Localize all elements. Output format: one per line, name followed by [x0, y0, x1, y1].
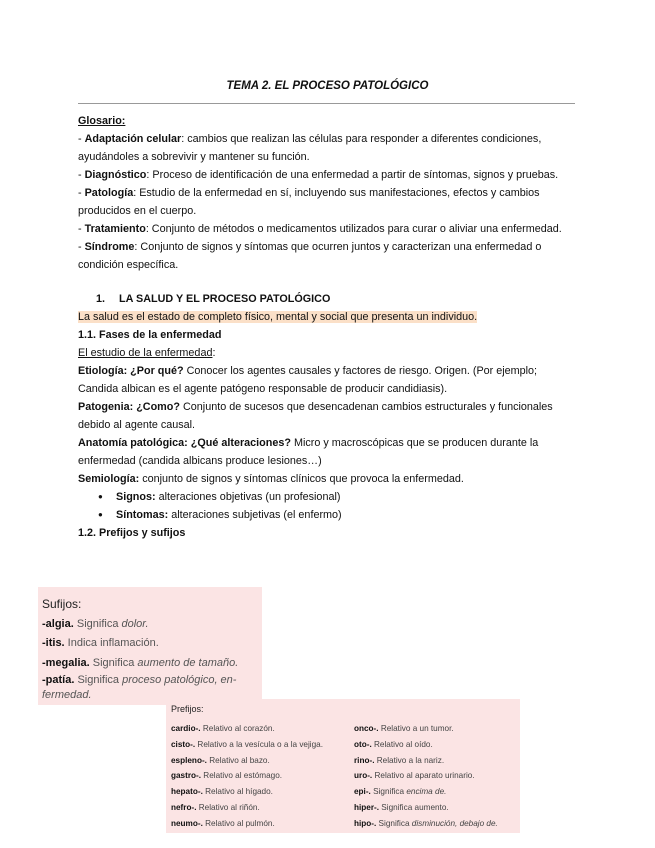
glossary-list — [78, 130, 578, 274]
bullet-term: Síntomas: — [116, 509, 169, 521]
glossary-term: Tratamiento — [84, 223, 146, 235]
semiologia-term: Semiología: — [78, 473, 140, 485]
prefix-text: Significa — [370, 787, 407, 797]
prefix-text: Relativo al aparato urinario. — [372, 771, 475, 781]
bullet-text: alteraciones objetivas (un profesional) — [155, 491, 341, 503]
prefix: cisto-. — [171, 739, 196, 749]
glossary-term: Diagnóstico — [84, 169, 147, 181]
prefix-text: Relativo a la vesícula o a la vejiga. — [195, 739, 324, 749]
list-item — [171, 816, 351, 832]
subsection-heading-prefixes: 1.2. Prefijos y sufijos — [78, 527, 186, 539]
prefix-text: Relativo al pulmón. — [202, 818, 275, 828]
etiologia-paragraph — [78, 362, 578, 398]
prefix: rino-. — [354, 755, 375, 765]
list-item — [354, 816, 520, 832]
list-item — [42, 634, 264, 654]
prefix: nefro-. — [171, 802, 197, 812]
prefix-meaning: disminución, debajo de. — [411, 818, 498, 828]
suffix: -patía. — [42, 674, 75, 687]
suffix-meaning: dolor. — [121, 617, 149, 630]
prefix: neumo-. — [171, 818, 203, 828]
glossary-entry — [78, 220, 578, 238]
list-item — [354, 737, 520, 753]
list-item — [354, 768, 520, 784]
prefix: epi-. — [354, 787, 371, 797]
suffix-text: Indica inflamación. — [64, 637, 159, 650]
list-item — [354, 784, 520, 800]
list-item — [42, 654, 264, 674]
title-divider — [78, 103, 575, 104]
entry-dash: - — [78, 241, 85, 253]
glossary-term: Adaptación celular — [84, 133, 182, 145]
entry-dash: - — [78, 187, 85, 199]
prefix-text: Significa aumento. — [379, 802, 449, 812]
suffix: -megalia. — [42, 656, 90, 669]
suffix: -algia. — [42, 617, 74, 630]
suffix-text: Significa — [74, 674, 123, 687]
glossary-definition: : Proceso de identificación de una enfermedad a partir de síntomas, signos y pruebas. — [146, 169, 559, 181]
prefix-text: Relativo al oído. — [371, 739, 433, 749]
prefix: espleno-. — [171, 755, 207, 765]
patogenia-text: Conjunto de sucesos que desencadenan cambios estructurales y funcionales debido al agente causal. — [78, 401, 553, 431]
prefix: hipo-. — [354, 818, 377, 828]
prefix: uro-. — [354, 771, 373, 781]
glossary-entry — [78, 166, 578, 184]
study-label-line: El estudio de la enfermedad: — [78, 347, 216, 359]
glossary-term: Patología — [84, 187, 134, 199]
list-item — [171, 800, 351, 816]
bullet-term: Signos: — [116, 491, 156, 503]
entry-dash: - — [78, 223, 85, 235]
prefixes-left-column — [171, 721, 351, 832]
suffix-meaning: aumento de tamaño. — [137, 656, 239, 669]
suffix-text: Significa — [73, 617, 122, 630]
list-item — [354, 721, 520, 737]
prefixes-title: Prefijos: — [171, 704, 204, 714]
section-heading — [78, 290, 578, 308]
etiologia-text: Conocer los agentes causales y factores de riesgo. Origen. (Por ejemplo; Candida albican es el agente patógeno responsable de producir candidiasis). — [78, 365, 538, 395]
list-item — [354, 800, 520, 816]
prefix-text: Relativo al corazón. — [200, 724, 275, 733]
study-label: El estudio de la enfermedad — [78, 347, 213, 359]
anatomia-term: Anatomía patológica: ¿Qué alteraciones? — [78, 437, 291, 449]
glossary-entry — [78, 238, 578, 274]
prefix: onco-. — [354, 724, 379, 733]
glossary-term: Síndrome — [84, 241, 135, 253]
glossary-heading: Glosario: — [78, 115, 126, 127]
glossary-entry — [78, 184, 578, 220]
bullet-text: alteraciones subjetivas (el enfermo) — [168, 509, 342, 521]
list-item — [354, 753, 520, 769]
prefix-text: Relativo al bazo. — [206, 755, 270, 765]
main-content — [78, 112, 578, 542]
list-item — [42, 615, 264, 635]
prefix: cardio-. — [171, 724, 201, 733]
list-item — [171, 737, 351, 753]
list-item — [116, 506, 578, 524]
list-item — [171, 768, 351, 784]
list-item — [116, 488, 578, 506]
glossary-entry — [78, 130, 578, 166]
etiologia-term: Etiología: ¿Por qué? — [78, 365, 184, 377]
prefix: hiper-. — [354, 802, 380, 812]
list-item — [171, 753, 351, 769]
prefix-text: Relativo al estómago. — [201, 771, 283, 781]
health-definition — [78, 308, 578, 326]
semiologia-bullets — [78, 488, 578, 524]
entry-dash: - — [78, 133, 85, 145]
suffixes-content — [42, 595, 264, 703]
page-title: TEMA 2. EL PROCESO PATOLÓGICO — [226, 80, 429, 92]
semiologia-text: conjunto de signos y síntomas clínicos que provoca la enfermedad. — [139, 473, 464, 485]
glossary-definition: : cambios que realizan las células para responder a diferentes condiciones, ayudándoles a sobrevivir y mantener su función. — [78, 133, 542, 163]
section-title: LA SALUD Y EL PROCESO PATOLÓGICO — [119, 293, 331, 305]
prefix-text: Significa — [376, 818, 412, 828]
glossary-definition: : Conjunto de métodos o medicamentos utilizados para curar o aliviar una enfermedad. — [145, 223, 562, 235]
list-item — [171, 721, 351, 737]
prefix-text: Relativo a un tumor. — [378, 724, 454, 733]
prefix-text: Relativo a la nariz. — [374, 755, 445, 765]
anatomia-text: Micro y macroscópicas que se producen durante la enfermedad (candida albicans produce lesiones…) — [78, 437, 539, 467]
prefix: oto-. — [354, 739, 372, 749]
semiologia-paragraph — [78, 470, 578, 488]
patogenia-paragraph — [78, 398, 578, 434]
suffixes-title: Sufijos: — [42, 597, 82, 611]
prefix-text: Relativo al hígado. — [202, 787, 273, 797]
glossary-definition: : Conjunto de signos y síntomas que ocurren juntos y caracterizan una enfermedad o condición específica. — [78, 241, 542, 271]
list-item — [171, 784, 351, 800]
prefixes-right-column — [354, 721, 520, 832]
suffix-text: Significa — [89, 656, 138, 669]
prefix-meaning: encima de. — [406, 787, 447, 797]
glossary-definition: : Estudio de la enfermedad en sí, incluyendo sus manifestaciones, efectos y cambios producidos en el cuerpo. — [78, 187, 540, 217]
suffix-meaning: proceso patológico, en-fermedad. — [42, 674, 237, 702]
suffix: -itis. — [42, 637, 65, 650]
subsection-heading-phases: 1.1. Fases de la enfermedad — [78, 329, 222, 341]
entry-dash: - — [78, 169, 85, 181]
prefix-text: Relativo al riñón. — [196, 802, 260, 812]
section-number: 1. — [96, 293, 106, 305]
highlighted-definition: La salud es el estado de completo físico, mental y social que presenta un individuo. — [78, 311, 478, 323]
prefix: gastro-. — [171, 771, 202, 781]
anatomia-paragraph — [78, 434, 578, 470]
prefix: hepato-. — [171, 787, 203, 797]
patogenia-term: Patogenia: ¿Como? — [78, 401, 180, 413]
